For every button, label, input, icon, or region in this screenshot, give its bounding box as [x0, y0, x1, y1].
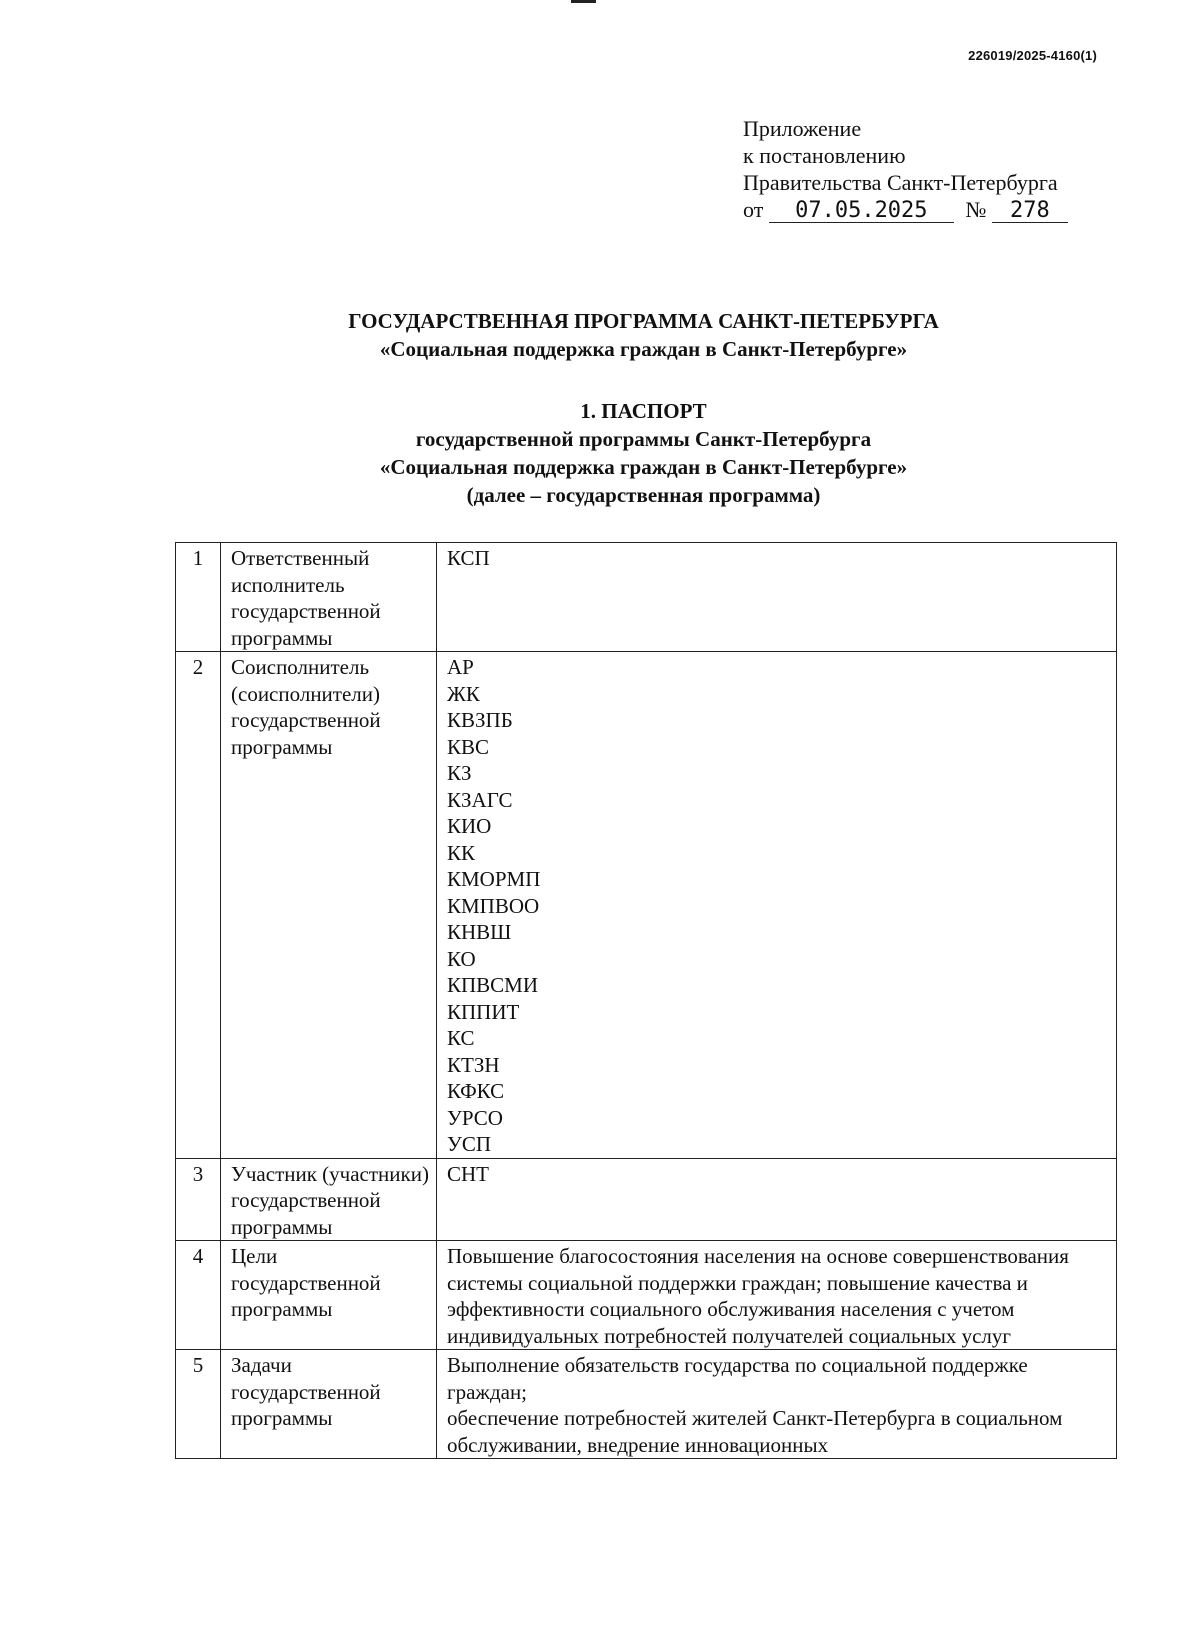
passport-heading	[0, 397, 1200, 509]
scan-artifact-top	[571, 0, 596, 3]
row-label: Задачи государственной программы	[221, 1350, 437, 1459]
row-value-item: СНТ	[447, 1161, 489, 1186]
passport-heading-line-3: «Социальная поддержка граждан в Санкт-Петербурге»	[379, 455, 908, 479]
row-value-item: АР	[447, 655, 474, 679]
table-row	[176, 1158, 1117, 1241]
passport-heading-line-2: государственной программы Санкт-Петербурга	[415, 427, 872, 451]
passport-table-body	[176, 543, 1117, 1459]
row-value-item: обеспечение потребностей жителей Санкт-Петербурга в социальном обслуживании, внедрение инновационных	[447, 1406, 1063, 1457]
row-number: 2	[176, 652, 221, 1159]
appendix-line-1: Приложение	[743, 116, 862, 141]
row-value-item: УСП	[447, 1132, 492, 1156]
row-value-item: КИО	[447, 814, 492, 838]
document-id: 226019/2025-4160(1)	[968, 48, 1097, 63]
row-label: Участник (участники) государственной программы	[221, 1158, 437, 1241]
row-value-item: КЗАГС	[447, 787, 513, 812]
row-number: 4	[176, 1241, 221, 1350]
row-value-item: Выполнение обязательств государства по социальной поддержке граждан;	[447, 1353, 1028, 1404]
row-value-item: КЗ	[447, 761, 472, 785]
row-label: Соисполнитель (соисполнители) государственной программы	[221, 652, 437, 1159]
row-value-item: Повышение благосостояния населения на основе совершенствования системы социальной поддержки граждан; повышение качества и эффективности социального обслуживания населения с учетом индивидуальных потребностей получателей социальных услуг	[447, 1244, 1069, 1348]
appendix-line-3: Правительства Санкт-Петербурга	[743, 170, 1058, 195]
row-value-item: КТЗН	[447, 1052, 500, 1077]
row-value-item: КС	[447, 1026, 475, 1050]
program-title	[0, 307, 1200, 363]
row-value-item: КППИТ	[447, 999, 520, 1024]
passport-heading-line-1: 1. ПАСПОРТ	[580, 399, 707, 423]
row-number: 1	[176, 543, 221, 652]
row-value-item: КМПВОО	[447, 893, 540, 918]
row-value-item: КНВШ	[447, 920, 512, 944]
number-value: 278	[992, 200, 1068, 223]
appendix-block	[743, 115, 1068, 223]
program-title-line-2: «Социальная поддержка граждан в Санкт-Петербурге»	[379, 337, 908, 361]
table-row	[176, 652, 1117, 1159]
row-value-item: КПВСМИ	[447, 973, 539, 997]
row-value-item: КСП	[447, 546, 490, 570]
row-value-item: КМОРМП	[447, 867, 541, 891]
row-value	[437, 652, 1117, 1159]
date-prefix: от	[743, 197, 764, 222]
row-value-item: КВС	[447, 734, 490, 759]
row-value-item: КК	[447, 840, 476, 865]
passport-table	[175, 542, 1117, 1459]
table-row	[176, 1350, 1117, 1459]
table-row	[176, 1241, 1117, 1350]
passport-heading-line-4: (далее – государственная программа)	[466, 483, 821, 507]
row-value-item: КО	[447, 946, 476, 971]
row-label: Ответственный исполнитель государственной программы	[221, 543, 437, 652]
row-value	[437, 1158, 1117, 1241]
row-number: 5	[176, 1350, 221, 1459]
row-value	[437, 543, 1117, 652]
row-value	[437, 1241, 1117, 1350]
appendix-date-line	[743, 196, 1068, 223]
row-value	[437, 1350, 1117, 1459]
row-value-item: КВЗПБ	[447, 708, 513, 732]
number-sign: №	[965, 197, 987, 222]
row-value-item: КФКС	[447, 1079, 505, 1103]
row-value-item: УРСО	[447, 1105, 503, 1130]
table-row	[176, 543, 1117, 652]
date-value: 07.05.2025	[769, 200, 954, 223]
row-value-item: ЖК	[447, 681, 480, 706]
program-title-line-1: ГОСУДАРСТВЕННАЯ ПРОГРАММА САНКТ-ПЕТЕРБУРГА	[348, 309, 939, 333]
row-number: 3	[176, 1158, 221, 1241]
row-label: Цели государственной программы	[221, 1241, 437, 1350]
appendix-line-2: к постановлению	[743, 143, 906, 168]
